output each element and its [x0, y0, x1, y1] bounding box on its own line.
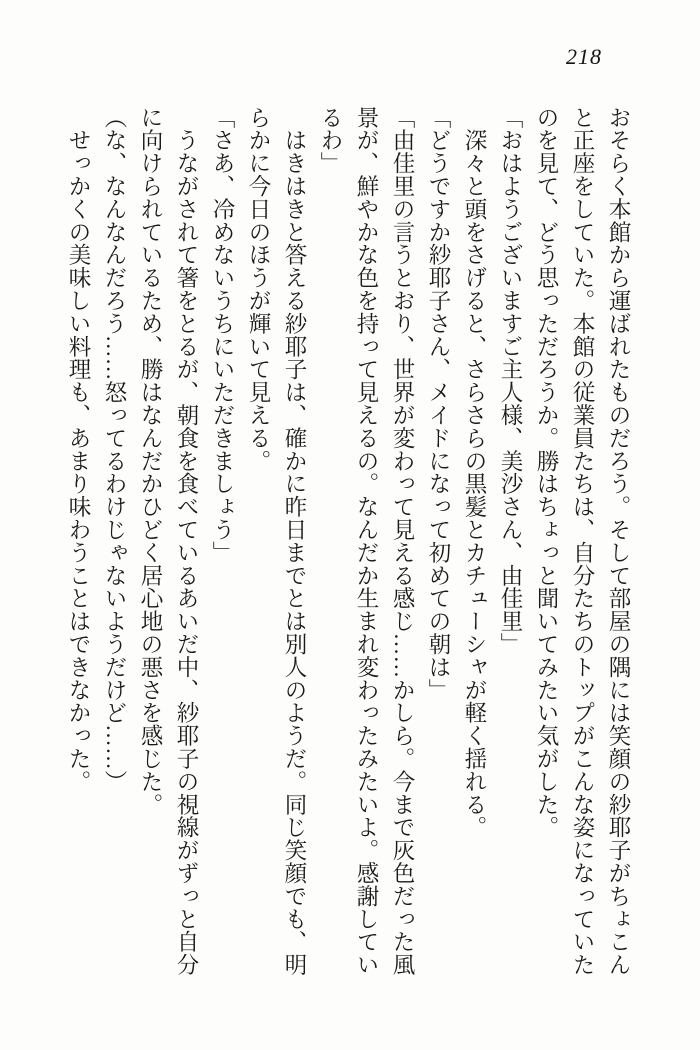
text-line-10: はきはきと答える紗耶子は、確かに昨日までとは別人のようだ。同じ笑顔でも、明: [282, 106, 307, 977]
text-line-16: せっかくの美味しい料理も、あまり味わうことはできなかった。: [66, 106, 91, 793]
text-line-7: 「由佳里の言うとおり、世界が変わって見える感じ……かしら。今まで灰色だった風: [390, 106, 415, 977]
text-line-2: と正座をしていた。本館の従業員たちは、自分たちのトップがこんな姿になっていた: [570, 106, 595, 977]
text-line-13: うながされて箸をとるが、朝食を食べているあいだ中、紗耶子の視線がずっと自分: [174, 106, 199, 977]
text-line-11: らかに今日のほうが輝いて見える。: [246, 106, 271, 473]
text-line-6: 「どうですか紗耶子さん、メイドになって初めての朝は」: [426, 106, 451, 702]
body-text: [60, 106, 636, 977]
text-line-8: 景が、鮮やかな色を持って見えるの。なんだか生まれ変わったみたいよ。感謝してい: [354, 106, 379, 977]
text-line-5: 深々と頭をさげると、さらさらの黒髪とカチューシャが軽く揺れる。: [462, 106, 487, 839]
text-line-12: 「さあ、冷めないうちにいただきましょう」: [210, 106, 235, 564]
text-line-1: おそらく本館から運ばれたものだろう。そして部屋の隅には笑顔の紗耶子がちょこん: [606, 106, 631, 977]
text-line-15: （な、なんなんだろう……怒ってるわけじゃないようだけど……）: [102, 106, 127, 793]
text-line-14: に向けられているため、勝はなんだかひどく居心地の悪さを感じた。: [138, 106, 163, 816]
page-number: 218: [566, 44, 602, 69]
text-line-9: るわ」: [318, 106, 343, 175]
text-line-3: のを見て、どう思っただろうか。勝はちょっと聞いてみたい気がした。: [534, 106, 559, 839]
text-line-4: 「おはようございますご主人様、美沙さん、由佳里」: [498, 106, 523, 656]
